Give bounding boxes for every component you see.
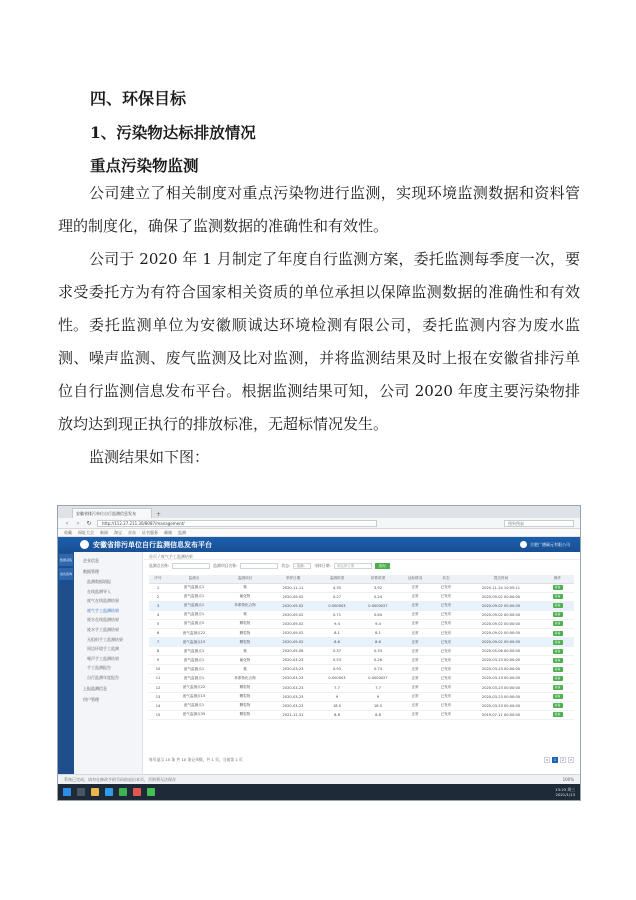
table-cell: 7.7 (357, 683, 399, 692)
table-cell: 0.000003 (317, 674, 357, 683)
table-cell (541, 592, 574, 601)
table-cell: 氮 (221, 610, 269, 619)
table-cell: 2020-03-23 (269, 656, 317, 665)
menu-item[interactable]: 周边环境手工监测 (87, 646, 119, 652)
table-cell: 0.33 (357, 647, 399, 656)
table-cell: 2020-09-02 00:00:00 (461, 638, 541, 647)
table-cell: 0.24 (357, 592, 399, 601)
next-page-button[interactable]: > (569, 758, 573, 762)
menu-item[interactable]: 废水在线监测结果 (87, 617, 119, 623)
table-cell: 已发布 (431, 592, 461, 601)
table-row[interactable] (149, 583, 574, 592)
folder-icon[interactable] (91, 788, 99, 796)
table-cell: 废气监测点35 (167, 710, 221, 719)
table-cell: 废气监测点1 (167, 592, 221, 601)
table-cell: 3 (149, 601, 167, 610)
table-cell: 2020-03-23 (269, 665, 317, 674)
app-title: 安徽省排污单位自行监测信息发布平台 (93, 540, 212, 549)
table-cell: 正常 (399, 656, 431, 665)
clock-time: 13:23 周三 (555, 787, 575, 792)
table-cell: 2020-05-06 00:00:00 (461, 647, 541, 656)
paragraph-1: 公司建立了相关制度对重点污染物进行监测，实现环境监测数据和资料管理的制度化，确保了监测数据的准确性和有效性。 (58, 184, 580, 235)
menu-item[interactable]: 无组织手工监测结果 (87, 636, 123, 642)
query-button[interactable]: 查询 (375, 563, 390, 569)
url-input[interactable]: http://112.27.211.30/8087/management/ (97, 520, 377, 527)
table-cell: 2020-09-02 (269, 638, 317, 647)
table-cell (541, 683, 574, 692)
table-cell: 2020-09-02 (269, 619, 317, 628)
table-cell: 0.26 (357, 656, 399, 665)
table-cell: 已发布 (431, 710, 461, 719)
table-cell: 颗粒物 (221, 692, 269, 701)
table-cell: 9.4 (317, 619, 357, 628)
new-tab-icon[interactable]: + (156, 511, 162, 518)
table-body (149, 583, 574, 719)
menu-item[interactable]: 自行监测年度报告 (87, 674, 119, 680)
table-cell (541, 710, 574, 719)
table-cell (541, 665, 574, 674)
results-table (149, 575, 574, 720)
status-text: 系统已完成，请勿在修改手机号码前退出本页，否则将无法保存 (64, 777, 176, 782)
table-cell (541, 601, 574, 610)
taskbar-clock[interactable] (555, 787, 575, 797)
table-cell: 0.74 (357, 665, 399, 674)
filter-label: 采样日期: (314, 562, 331, 568)
table-cell: 2020-09-02 00:00:00 (461, 610, 541, 619)
filter-bar (144, 560, 580, 571)
bookmark-item[interactable]: 京东 (128, 529, 136, 535)
view-button[interactable]: 查看 (554, 712, 561, 717)
table-cell: 废气监测点1 (167, 647, 221, 656)
table-cell: 8.6 (357, 638, 399, 647)
table-cell: 废气监测点5 (167, 619, 221, 628)
paragraph-2: 公司于 2020 年 1 月制定了年度自行监测方案，委托监测每季度一次，要求受委托方为有符合国家相关资质的单位承担以保障监测数据的准确性和有效性。 (58, 250, 580, 334)
monitor-item-input[interactable] (240, 563, 278, 569)
menu-group-company[interactable]: 企业信息 (83, 558, 99, 563)
topic-heading: 重点污染物监测 (90, 156, 199, 175)
view-button[interactable]: 查看 (554, 648, 561, 653)
table-cell: 颗粒物 (221, 619, 269, 628)
menu-group-users[interactable]: 用户管理 (83, 696, 99, 702)
table-cell: 已发布 (431, 601, 461, 610)
table-cell: 12 (149, 683, 167, 692)
table-cell: 2020-09-02 (269, 592, 317, 601)
table-cell: 0.64 (357, 610, 399, 619)
table-cell: 2019-07-11 00:00:00 (461, 710, 541, 719)
bookmark-item[interactable]: 网址大全 (78, 529, 94, 535)
table-cell: 已发布 (431, 583, 461, 592)
table-cell: 苯系物化合物 (221, 674, 269, 683)
table-cell (541, 701, 574, 710)
table-cell: 颗粒物 (221, 701, 269, 710)
zoom-level[interactable]: 100% (562, 777, 574, 782)
user-menu[interactable] (520, 541, 570, 548)
column-header: 操作 (541, 575, 574, 583)
table-row[interactable] (149, 683, 574, 692)
table-cell: 2020-03-23 (269, 674, 317, 683)
view-button[interactable]: 查看 (554, 621, 561, 626)
menu-group-data[interactable]: 数据管理 (83, 569, 99, 574)
user-name: 合肥广德碳元有限公司 (530, 541, 570, 547)
table-cell: 4.35 (317, 583, 357, 592)
bookmark-item[interactable]: 新闻 (100, 529, 108, 535)
pagination-summary: 每页显示 15 条 共 10 条记录数，共 1 页，当前第 1 页 (149, 757, 243, 762)
column-header: 折算浓度 (357, 575, 399, 583)
browser-tab[interactable]: 安徽省排污单位自行监测信息发布 (72, 508, 152, 518)
table-cell: 颗粒物 (221, 683, 269, 692)
table-cell: 废气监测点15 (167, 692, 221, 701)
table-cell: 2020-03-23 00:00:00 (461, 674, 541, 683)
table-cell (541, 647, 574, 656)
table-cell: 已发布 (431, 638, 461, 647)
table-cell: 正常 (399, 628, 431, 637)
menu-item[interactable]: 废气在线监测结果 (87, 598, 119, 604)
filter-label: 监测项目名称: (213, 562, 238, 568)
table-cell: 已发布 (431, 701, 461, 710)
table-cell: 9 (149, 656, 167, 665)
table-cell: 1 (149, 583, 167, 592)
table-cell: 8.1 (357, 628, 399, 637)
table-cell: 0.93 (317, 665, 357, 674)
table-cell: 正常 (399, 592, 431, 601)
table-cell: 废气监测点1 (167, 701, 221, 710)
table-cell: 7 (149, 638, 167, 647)
table-cell: 0.53 (317, 656, 357, 665)
bookmark-item[interactable]: 证书服务 (142, 529, 158, 535)
platform-logo-icon (80, 540, 89, 549)
column-header: 状态 (431, 575, 461, 583)
table-cell: 8 (149, 647, 167, 656)
column-header: 监测浓度 (317, 575, 357, 583)
table-cell: 已发布 (431, 683, 461, 692)
view-button[interactable]: 查看 (554, 657, 561, 662)
column-header: 监测点 (167, 575, 221, 583)
table-cell: 氮 (221, 583, 269, 592)
table-row[interactable] (149, 638, 574, 647)
table-row[interactable] (149, 619, 574, 628)
app-header (58, 537, 580, 552)
view-button[interactable]: 查看 (554, 685, 561, 690)
main-content (144, 552, 580, 774)
table-cell: 正常 (399, 647, 431, 656)
table-row[interactable] (149, 601, 574, 610)
table-cell: 氮 (221, 665, 269, 674)
status-select[interactable]: -全部- (293, 563, 311, 569)
table-cell: 2020-03-23 (269, 683, 317, 692)
left-rail (58, 552, 74, 774)
table-cell: 2020-05-06 (269, 647, 317, 656)
windows-start-icon[interactable] (63, 788, 71, 796)
table-cell: 11 (149, 674, 167, 683)
table-cell: 正常 (399, 692, 431, 701)
table-cell: 0.71 (317, 610, 357, 619)
table-cell: 氟化物 (221, 656, 269, 665)
table-cell: 0.000003 (317, 601, 357, 610)
table-cell: 18.5 (357, 701, 399, 710)
reload-icon[interactable]: ↻ (86, 519, 92, 527)
table-cell: 8.1 (317, 628, 357, 637)
table-cell: 4 (149, 610, 167, 619)
table-cell: 正常 (399, 683, 431, 692)
view-button[interactable]: 查看 (554, 603, 561, 608)
table-cell (541, 610, 574, 619)
table-cell: 8.8 (317, 710, 357, 719)
table-row[interactable] (149, 710, 574, 719)
view-button[interactable]: 查看 (554, 585, 561, 590)
bookmark-item[interactable]: 收藏 (64, 529, 72, 535)
menu-item[interactable]: 手工监测报告 (87, 665, 111, 671)
rail-data-entry-button[interactable]: 数据采集 (59, 554, 73, 566)
table-cell: 废气监测点22 (167, 628, 221, 637)
menu-group-report[interactable]: 上报监测信息 (83, 685, 107, 691)
pagination (149, 757, 574, 763)
table-cell: 0.0000027 (357, 674, 399, 683)
table-header-row (149, 575, 574, 583)
menu-item[interactable]: 监测数据填报 (87, 579, 111, 584)
windows-taskbar (58, 784, 580, 800)
table-cell: 2020-09-02 00:00:00 (461, 628, 541, 637)
wechat-icon[interactable] (147, 788, 155, 796)
table-cell: 氟化物 (221, 592, 269, 601)
table-cell: 2020-09-02 (269, 601, 317, 610)
breadcrumb: 首页 / 废气手工监测结果 (144, 552, 580, 560)
table-row[interactable] (149, 665, 574, 674)
table-cell: 废气监测点1 (167, 656, 221, 665)
table-cell: 2020-11-24 10:55:11 (461, 583, 541, 592)
view-button[interactable]: 查看 (554, 594, 561, 599)
table-cell (541, 692, 574, 701)
page-2-button[interactable]: 2 (561, 758, 565, 762)
table-cell: 已发布 (431, 628, 461, 637)
table-cell: 18.5 (317, 701, 357, 710)
table-cell: 正常 (399, 674, 431, 683)
table-cell: 已发布 (431, 610, 461, 619)
table-cell: 2020-03-23 (269, 701, 317, 710)
table-cell: 9 (317, 692, 357, 701)
table-cell (541, 619, 574, 628)
bookmark-bar (58, 529, 580, 537)
view-button[interactable]: 查看 (554, 703, 561, 708)
forward-icon[interactable]: › (76, 519, 80, 527)
table-cell: 2020-09-02 00:00:00 (461, 601, 541, 610)
table-cell: 正常 (399, 601, 431, 610)
table-cell: 2020-03-23 00:00:00 (461, 692, 541, 701)
table-cell: 正常 (399, 583, 431, 592)
table-row[interactable] (149, 647, 574, 656)
paragraph-4: 监测结果如下图： (89, 448, 210, 466)
date-input[interactable]: 请选择日期 (334, 563, 372, 569)
filter-label: 状态: (281, 562, 291, 568)
menu-item[interactable]: 噪声手工监测结果 (87, 655, 119, 661)
table-cell: 7.7 (317, 683, 357, 692)
table-cell: 2020-09-02 (269, 628, 317, 637)
table-cell: 2 (149, 592, 167, 601)
table-cell: 正常 (399, 619, 431, 628)
table-cell: 正常 (399, 638, 431, 647)
table-cell: 正常 (399, 610, 431, 619)
app-icon[interactable] (133, 788, 141, 796)
table-cell (541, 583, 574, 592)
column-header: 达标情况 (399, 575, 431, 583)
table-cell: 2021-12-31 (269, 710, 317, 719)
browser-statusbar (58, 774, 580, 784)
table-cell: 废气监测点1 (167, 601, 221, 610)
menu-item[interactable]: 在线监测导入 (87, 588, 111, 594)
address-bar (58, 518, 580, 529)
table-cell: 2020-09-02 (269, 610, 317, 619)
table-row[interactable] (149, 628, 574, 637)
back-icon[interactable]: ‹ (65, 519, 69, 527)
menu-item-active[interactable]: 废气手工监测结果 (87, 607, 119, 613)
view-button[interactable]: 查看 (554, 630, 561, 635)
prev-page-button[interactable]: < (545, 758, 549, 762)
table-cell: 废气监测点22 (167, 683, 221, 692)
table-cell: 正常 (399, 710, 431, 719)
table-cell: 2020-09-02 00:00:00 (461, 592, 541, 601)
table-cell: 2020-03-23 00:00:00 (461, 701, 541, 710)
table-cell: 6 (149, 628, 167, 637)
table-cell: 2020-03-23 00:00:00 (461, 683, 541, 692)
table-cell: 颗粒物 (221, 710, 269, 719)
browser-icon[interactable] (105, 788, 113, 796)
paragraph-3: 委托监测单位为安徽顺诚达环境检测有限公司，委托监测内容为废水监测、噪声监测、废气监测及比对监测，并将监测结果及时上报在安徽省排污单位自行监测信息发布平台。根据监测结果可知，公司 2020 年度主要污染物排放均达到现正执行的排放标准，无超标情况发生。 (58, 316, 580, 433)
table-cell: 9.4 (357, 619, 399, 628)
bookmark-item[interactable]: 淘宝 (114, 529, 122, 535)
table-cell: 2020-03-23 (269, 692, 317, 701)
table-cell (541, 638, 574, 647)
table-cell: 8.8 (357, 710, 399, 719)
view-button[interactable]: 查看 (554, 639, 561, 644)
table-cell (541, 656, 574, 665)
table-cell: 15 (149, 710, 167, 719)
page-1-button[interactable]: 1 (553, 758, 557, 762)
table-cell: 废气监测点1 (167, 665, 221, 674)
table-cell: 14 (149, 701, 167, 710)
bookmark-item[interactable]: 邮箱 (164, 529, 172, 535)
browser-tabbar (58, 506, 580, 518)
view-button[interactable]: 查看 (554, 675, 561, 680)
column-header: 采样日期 (269, 575, 317, 583)
table-cell: 2020-11-11 (269, 583, 317, 592)
bookmark-item[interactable]: 监测 (178, 529, 186, 535)
table-cell: 2020-09-02 00:00:00 (461, 619, 541, 628)
filter-label: 监测点名称: (149, 562, 170, 568)
table-row[interactable] (149, 674, 574, 683)
clock-date: 2021/1/13 (555, 792, 575, 797)
section-heading: 四、环保目标 (90, 89, 187, 108)
table-row[interactable] (149, 592, 574, 601)
search-icon[interactable] (77, 788, 85, 796)
table-cell: 已发布 (431, 656, 461, 665)
table-cell (541, 628, 574, 637)
table-cell: 已发布 (431, 674, 461, 683)
table-cell: 废气监测点1 (167, 610, 221, 619)
table-cell: 氮 (221, 647, 269, 656)
table-cell: 废气监测点1 (167, 674, 221, 683)
table-cell: 5 (149, 619, 167, 628)
table-row[interactable] (149, 656, 574, 665)
table-cell: 2020-03-23 00:00:00 (461, 665, 541, 674)
table-cell: 9 (357, 692, 399, 701)
table-cell: 已发布 (431, 619, 461, 628)
table-cell: 正常 (399, 701, 431, 710)
subsection-heading: 1、污染物达标排放情况 (90, 123, 256, 142)
table-cell: 废气监测点15 (167, 638, 221, 647)
table-row[interactable] (149, 701, 574, 710)
pagination-nav (544, 757, 574, 763)
embedded-screenshot (57, 505, 581, 801)
monitor-point-input[interactable] (172, 563, 210, 569)
table-cell (541, 674, 574, 683)
column-header: 提交时间 (461, 575, 541, 583)
table-cell: 正常 (399, 665, 431, 674)
table-cell: 已发布 (431, 665, 461, 674)
view-button[interactable]: 查看 (554, 612, 561, 617)
table-cell: 0.0000027 (357, 601, 399, 610)
table-cell: 颗粒物 (221, 638, 269, 647)
table-cell: 2020-03-23 00:00:00 (461, 656, 541, 665)
table-row[interactable] (149, 692, 574, 701)
table-cell: 已发布 (431, 647, 461, 656)
column-header: 序号 (149, 575, 167, 583)
table-cell: 苯系物化合物 (221, 601, 269, 610)
column-header: 监测项目 (221, 575, 269, 583)
table-cell: 已发布 (431, 692, 461, 701)
table-cell: 0.27 (317, 592, 357, 601)
sidebar-menu (74, 552, 143, 774)
rail-query-button[interactable]: 信息查询 (59, 568, 73, 580)
table-cell: 3.92 (357, 583, 399, 592)
view-button[interactable]: 查看 (554, 694, 561, 699)
table-cell: 10 (149, 665, 167, 674)
table-cell: 颗粒物 (221, 628, 269, 637)
table-cell: 13 (149, 692, 167, 701)
table-cell: 0.37 (317, 647, 357, 656)
table-cell: 8.6 (317, 638, 357, 647)
menu-item[interactable]: 废水手工监测结果 (87, 626, 119, 632)
browser-search-input[interactable]: 搜狗搜索 (504, 520, 574, 527)
table-cell: 废气监测点1 (167, 583, 221, 592)
table-row[interactable] (149, 610, 574, 619)
user-avatar-icon (520, 541, 527, 548)
chat-icon[interactable] (119, 788, 127, 796)
view-button[interactable]: 查看 (554, 666, 561, 671)
